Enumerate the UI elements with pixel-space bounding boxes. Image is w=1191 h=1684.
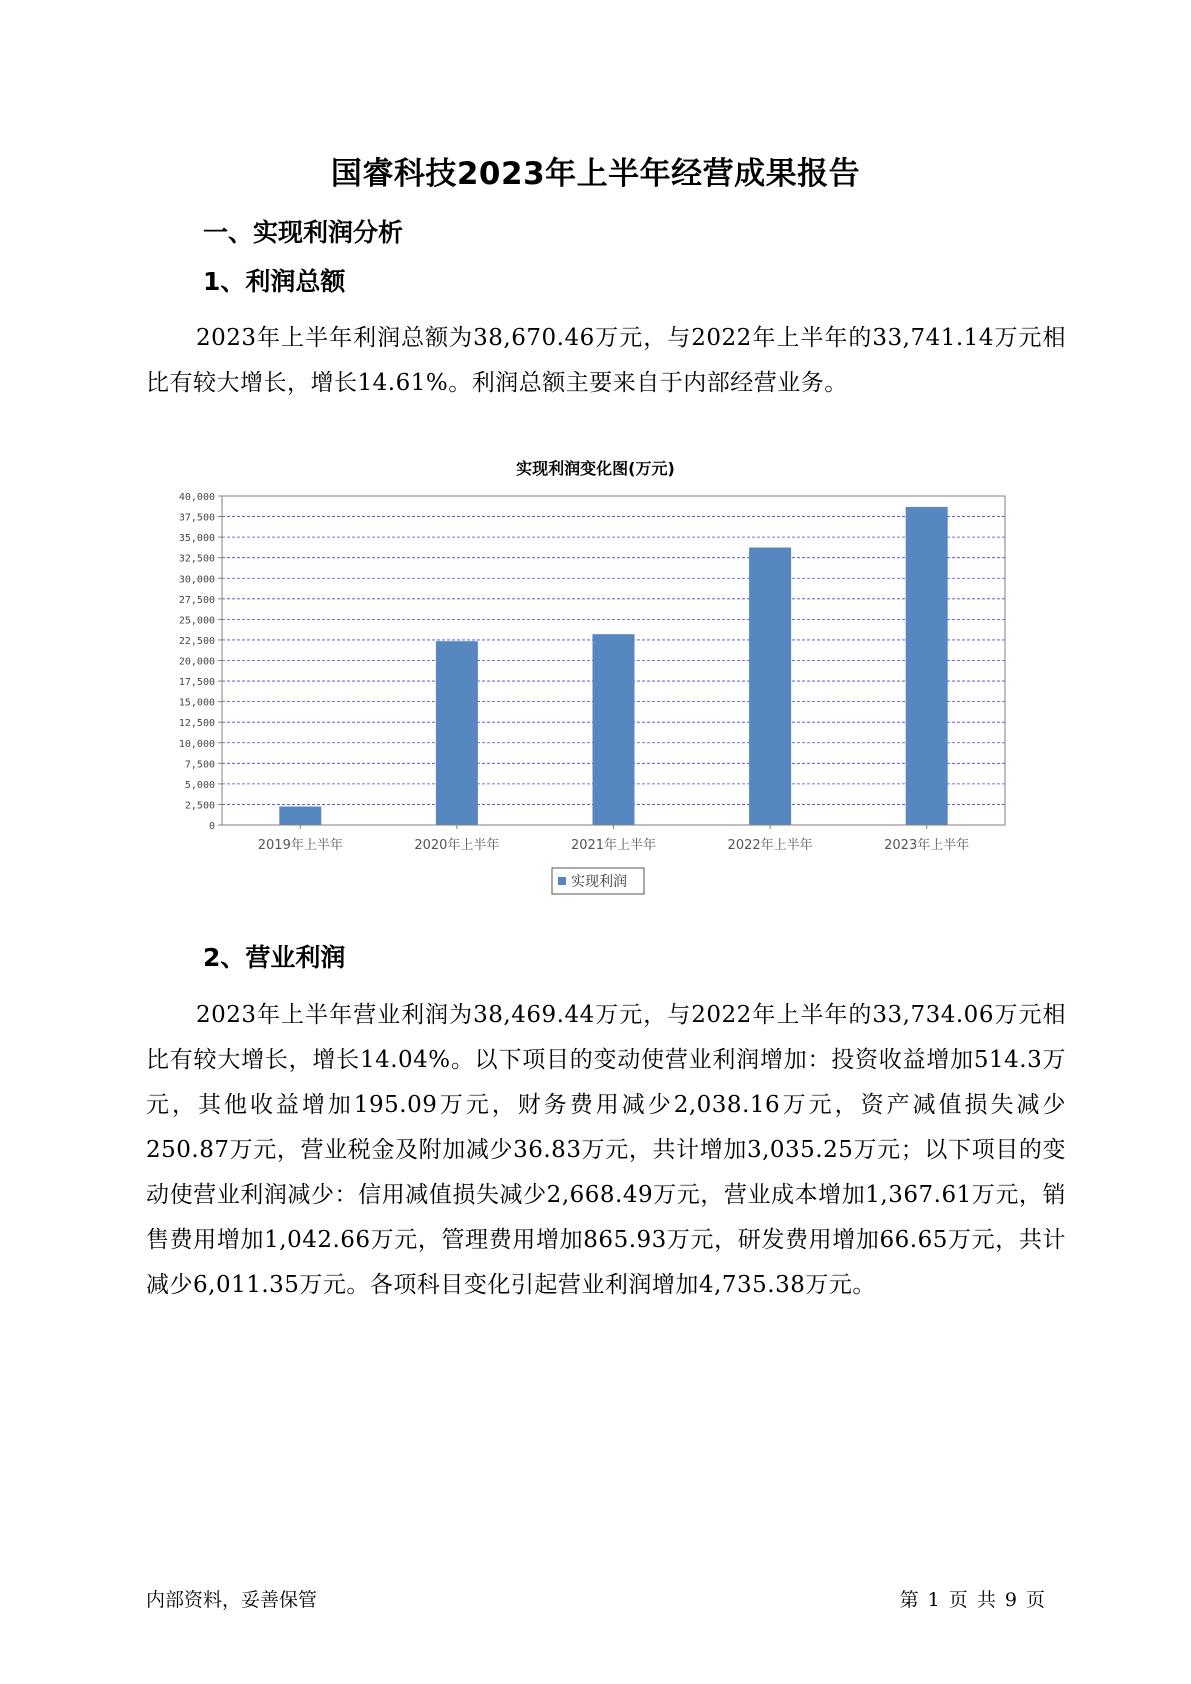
legend-label: 实现利润 xyxy=(571,874,627,890)
bar xyxy=(279,806,321,825)
y-tick-label: 32,500 xyxy=(178,553,215,565)
subheading-total-profit: 1、利润总额 xyxy=(203,267,346,296)
x-tick-label: 2023年上半年 xyxy=(884,838,970,853)
x-tick-label: 2022年上半年 xyxy=(727,838,813,853)
chart-title: 实现利润变化图(万元) xyxy=(516,459,675,478)
x-tick-label: 2019年上半年 xyxy=(257,838,343,853)
legend-swatch xyxy=(558,877,566,885)
x-tick-label: 2021年上半年 xyxy=(570,838,657,853)
y-tick-label: 5,000 xyxy=(184,779,215,791)
section-heading-profit-analysis: 一、实现利润分析 xyxy=(203,218,404,247)
footer-confidential-note: 内部资料，妥善保管 xyxy=(146,1589,318,1611)
y-tick-label: 15,000 xyxy=(178,697,215,709)
y-tick-label: 25,000 xyxy=(178,615,215,627)
y-tick-label: 20,000 xyxy=(178,656,215,668)
y-tick-label: 37,500 xyxy=(178,512,215,524)
y-tick-label: 35,000 xyxy=(178,533,215,545)
y-tick-label: 2,500 xyxy=(184,800,215,812)
bar xyxy=(436,641,478,825)
paragraph-total-profit: 2023年上半年利润总额为38,670.46万元，与2022年上半年的33,741.14万元相比有较大增长，增长14.61%。利润总额主要来自于内部经营业务。 xyxy=(146,325,1066,396)
y-tick-label: 30,000 xyxy=(178,574,215,586)
y-tick-label: 0 xyxy=(208,821,215,832)
paragraph-operating-profit: 2023年上半年营业利润为38,469.44万元，与2022年上半年的33,734.06万元相比有较大增长，增长14.04%。以下项目的变动使营业利润增加：投资收益增加514.3万元，其他收益增加195.09万元，财务费用减少2,038.16万元，资产减值损失减少250.87万元，营业税金及附加减少36.83万元，共计增加3,035.25万元；以下项目的变动使营业利润减少：信用减值损失减少2,668.49万元，营业成本增加1,367.61万元，销售费用增加1,042.66万元，管理费用增加865.93万元，研发费用增加66.65万元，共计减少6,011.35万元。各项科目变化引起营业利润增加4,735.38万元。 xyxy=(146,1002,1066,1298)
subheading-operating-profit: 2、营业利润 xyxy=(203,943,346,972)
x-tick-label: 2020年上半年 xyxy=(414,838,500,853)
bar xyxy=(749,547,791,825)
y-tick-label: 7,500 xyxy=(184,759,215,771)
bar xyxy=(906,507,948,825)
y-tick-label: 12,500 xyxy=(178,718,215,730)
y-tick-label: 22,500 xyxy=(178,635,215,647)
y-tick-label: 27,500 xyxy=(178,594,215,606)
footer-page-number: 第 1 页 共 9 页 xyxy=(899,1589,1045,1611)
y-tick-label: 10,000 xyxy=(178,738,215,750)
y-tick-label: 17,500 xyxy=(178,677,215,689)
bar xyxy=(593,634,635,825)
document-title: 国睿科技2023年上半年经营成果报告 xyxy=(330,156,861,192)
y-tick-label: 40,000 xyxy=(178,492,215,503)
